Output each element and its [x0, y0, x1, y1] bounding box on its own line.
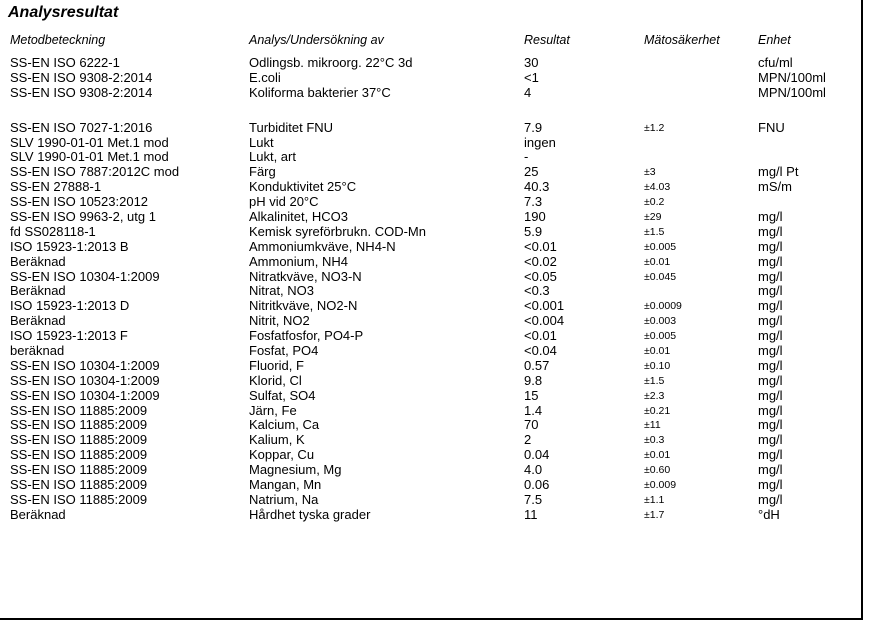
- unit-cell: mg/l: [758, 402, 783, 418]
- analysis-cell: Nitrit, NO2: [249, 313, 310, 329]
- result-cell: <0.01: [524, 328, 557, 344]
- unit-cell: mg/l: [758, 223, 783, 239]
- unit-cell: mg/l: [758, 432, 783, 448]
- unit-cell: mg/l: [758, 328, 783, 344]
- uncertainty-cell: ±1.5: [644, 374, 665, 387]
- method-cell: Beräknad: [10, 283, 66, 299]
- unit-cell: mg/l Pt: [758, 164, 799, 180]
- column-header-uncertainty: Mätosäkerhet: [644, 33, 720, 47]
- column-header-analysis: Analys/Undersökning av: [249, 33, 384, 47]
- method-cell: SS-EN ISO 9308-2:2014: [10, 84, 153, 100]
- uncertainty-cell: ±0.01: [644, 345, 671, 358]
- uncertainty-cell: ±3: [644, 166, 656, 179]
- unit-cell: mg/l: [758, 343, 783, 359]
- table-row: [0, 121, 860, 136]
- table-row: [0, 314, 860, 329]
- unit-cell: mg/l: [758, 313, 783, 329]
- uncertainty-cell: ±29: [644, 211, 662, 224]
- method-cell: SS-EN ISO 10304-1:2009: [10, 357, 160, 373]
- unit-cell: mg/l: [758, 491, 783, 507]
- analysis-cell: Kemisk syreförbrukn. COD-Mn: [249, 223, 426, 239]
- result-cell: 70: [524, 417, 539, 433]
- result-cell: <0.004: [524, 313, 565, 329]
- table-row: [0, 136, 860, 151]
- table-row: [0, 225, 860, 240]
- analysis-cell: Magnesium, Mg: [249, 462, 342, 478]
- method-cell: SS-EN ISO 11885:2009: [10, 491, 148, 507]
- table-row: [0, 374, 860, 389]
- analysis-cell: Alkalinitet, HCO3: [249, 209, 348, 225]
- unit-cell: mg/l: [758, 462, 783, 478]
- method-cell: SS-EN ISO 11885:2009: [10, 447, 148, 463]
- result-cell: 4: [524, 84, 532, 100]
- unit-cell: mg/l: [758, 447, 783, 463]
- table-row: [0, 255, 860, 270]
- table-row: [0, 299, 860, 314]
- analysis-cell: Odlingsb. mikroorg. 22°C 3d: [249, 55, 413, 70]
- result-cell: -: [524, 149, 529, 165]
- table-row: [0, 270, 860, 285]
- analysis-cell: Kalium, K: [249, 432, 305, 448]
- result-cell: <1: [524, 69, 539, 85]
- unit-cell: mg/l: [758, 417, 783, 433]
- uncertainty-cell: ±0.60: [644, 464, 671, 477]
- result-cell: 0.57: [524, 357, 550, 373]
- uncertainty-cell: ±0.005: [644, 240, 677, 253]
- section-title: Analysresultat: [8, 4, 119, 21]
- method-cell: SS-EN ISO 10523:2012: [10, 194, 149, 210]
- uncertainty-cell: ±0.009: [644, 479, 677, 492]
- table-row: [0, 448, 860, 463]
- uncertainty-cell: ±1.7: [644, 508, 665, 521]
- method-cell: SS-EN 27888-1: [10, 179, 102, 195]
- result-cell: 0.06: [524, 477, 550, 493]
- result-cell: 5.9: [524, 223, 543, 239]
- method-cell: SS-EN ISO 11885:2009: [10, 417, 148, 433]
- analysis-cell: Konduktivitet 25°C: [249, 179, 357, 195]
- uncertainty-cell: ±1.2: [644, 121, 665, 134]
- uncertainty-cell: ±0.003: [644, 315, 677, 328]
- table-row: [0, 56, 860, 71]
- table-row: [0, 240, 860, 255]
- method-cell: Beräknad: [10, 506, 66, 522]
- unit-cell: mg/l: [758, 283, 783, 299]
- column-header-unit: Enhet: [758, 33, 791, 47]
- table-row: [0, 195, 860, 210]
- unit-cell: cfu/ml: [758, 55, 793, 70]
- unit-cell: mg/l: [758, 477, 783, 493]
- method-cell: Beräknad: [10, 313, 66, 329]
- analysis-cell: Koppar, Cu: [249, 447, 315, 463]
- analysis-cell: Mangan, Mn: [249, 477, 322, 493]
- analysis-cell: Ammonium, NH4: [249, 253, 348, 269]
- table-row: [0, 210, 860, 225]
- analysis-cell: Järn, Fe: [249, 402, 297, 418]
- unit-cell: mg/l: [758, 387, 783, 403]
- method-cell: beräknad: [10, 343, 65, 359]
- method-cell: SS-EN ISO 11885:2009: [10, 477, 148, 493]
- results-table: [0, 56, 860, 523]
- unit-cell: mg/l: [758, 253, 783, 269]
- analysis-cell: Turbiditet FNU: [249, 119, 334, 135]
- table-row: [0, 165, 860, 180]
- table-row: [0, 86, 860, 101]
- unit-cell: mg/l: [758, 209, 783, 225]
- result-cell: <0.3: [524, 283, 550, 299]
- table-row: [0, 359, 860, 374]
- method-cell: SS-EN ISO 9963-2, utg 1: [10, 209, 156, 225]
- uncertainty-cell: ±0.10: [644, 359, 671, 372]
- table-row: [0, 463, 860, 478]
- analysis-cell: Lukt: [249, 134, 274, 150]
- method-cell: Beräknad: [10, 253, 66, 269]
- method-cell: SS-EN ISO 10304-1:2009: [10, 372, 160, 388]
- result-cell: <0.05: [524, 268, 557, 284]
- result-cell: 25: [524, 164, 539, 180]
- uncertainty-cell: ±0.045: [644, 270, 677, 283]
- result-cell: 9.8: [524, 372, 543, 388]
- unit-cell: MPN/100ml: [758, 84, 826, 100]
- table-row: [0, 478, 860, 493]
- unit-cell: mg/l: [758, 268, 783, 284]
- uncertainty-cell: ±0.01: [644, 449, 671, 462]
- table-row: [0, 180, 860, 195]
- result-cell: 4.0: [524, 462, 543, 478]
- row-spacer: [0, 101, 860, 121]
- analysis-cell: Hårdhet tyska grader: [249, 506, 371, 522]
- uncertainty-cell: ±4.03: [644, 181, 671, 194]
- method-cell: ISO 15923-1:2013 D: [10, 298, 130, 314]
- unit-cell: mg/l: [758, 357, 783, 373]
- method-cell: SS-EN ISO 10304-1:2009: [10, 268, 160, 284]
- analysis-cell: Koliforma bakterier 37°C: [249, 84, 391, 100]
- method-cell: fd SS028118-1: [10, 223, 96, 239]
- method-cell: SS-EN ISO 11885:2009: [10, 462, 148, 478]
- uncertainty-cell: ±1.5: [644, 225, 665, 238]
- result-cell: 15: [524, 387, 539, 403]
- table-row: [0, 418, 860, 433]
- result-cell: 7.9: [524, 119, 543, 135]
- method-cell: SS-EN ISO 11885:2009: [10, 402, 148, 418]
- result-cell: 190: [524, 209, 546, 225]
- analysis-cell: Kalcium, Ca: [249, 417, 320, 433]
- table-row: [0, 493, 860, 508]
- result-cell: 0.04: [524, 447, 550, 463]
- uncertainty-cell: ±0.2: [644, 196, 665, 209]
- analysis-cell: Fosfatfosfor, PO4-P: [249, 328, 364, 344]
- uncertainty-cell: ±0.005: [644, 330, 677, 343]
- uncertainty-cell: ±2.3: [644, 389, 665, 402]
- result-cell: <0.01: [524, 238, 557, 254]
- analysis-cell: Natrium, Na: [249, 491, 319, 507]
- table-row: [0, 150, 860, 165]
- analysis-cell: Nitritkväve, NO2-N: [249, 298, 358, 314]
- analysis-cell: Fluorid, F: [249, 357, 304, 373]
- table-row: [0, 284, 860, 299]
- analysis-cell: Färg: [249, 164, 276, 180]
- uncertainty-cell: ±0.21: [644, 404, 671, 417]
- result-cell: <0.001: [524, 298, 565, 314]
- result-cell: <0.02: [524, 253, 557, 269]
- analysis-cell: Ammoniumkväve, NH4-N: [249, 238, 396, 254]
- column-header-result: Resultat: [524, 33, 570, 47]
- result-cell: 11: [524, 506, 538, 522]
- result-cell: 2: [524, 432, 532, 448]
- uncertainty-cell: ±0.3: [644, 434, 665, 447]
- analysis-cell: Fosfat, PO4: [249, 343, 319, 359]
- table-row: [0, 508, 860, 523]
- method-cell: ISO 15923-1:2013 B: [10, 238, 129, 254]
- result-cell: 7.3: [524, 194, 543, 210]
- result-cell: <0.04: [524, 343, 557, 359]
- unit-cell: mg/l: [758, 372, 783, 388]
- unit-cell: mg/l: [758, 298, 783, 314]
- unit-cell: mg/l: [758, 238, 783, 254]
- method-cell: ISO 15923-1:2013 F: [10, 328, 128, 344]
- method-cell: SS-EN ISO 7887:2012C mod: [10, 164, 180, 180]
- table-row: [0, 344, 860, 359]
- uncertainty-cell: ±1.1: [644, 493, 665, 506]
- result-cell: 30: [524, 55, 539, 70]
- result-cell: 7.5: [524, 491, 543, 507]
- table-row: [0, 404, 860, 419]
- table-row: [0, 389, 860, 404]
- unit-cell: mS/m: [758, 179, 792, 195]
- method-cell: SS-EN ISO 7027-1:2016: [10, 119, 153, 135]
- analysis-cell: Nitratkväve, NO3-N: [249, 268, 362, 284]
- method-cell: SS-EN ISO 6222-1: [10, 55, 120, 70]
- method-cell: SS-EN ISO 10304-1:2009: [10, 387, 160, 403]
- method-cell: SS-EN ISO 9308-2:2014: [10, 69, 153, 85]
- result-cell: ingen: [524, 134, 556, 150]
- unit-cell: °dH: [758, 506, 780, 522]
- method-cell: SLV 1990-01-01 Met.1 mod: [10, 134, 169, 150]
- result-cell: 1.4: [524, 402, 543, 418]
- table-row: [0, 433, 860, 448]
- column-header-method: Metodbeteckning: [10, 33, 106, 47]
- method-cell: SLV 1990-01-01 Met.1 mod: [10, 149, 169, 165]
- analysis-cell: Lukt, art: [249, 149, 296, 165]
- analysis-cell: pH vid 20°C: [249, 194, 319, 210]
- analysis-cell: Sulfat, SO4: [249, 387, 316, 403]
- analysis-cell: E.coli: [249, 69, 281, 85]
- method-cell: SS-EN ISO 11885:2009: [10, 432, 148, 448]
- uncertainty-cell: ±0.0009: [644, 300, 682, 313]
- result-cell: 40.3: [524, 179, 550, 195]
- uncertainty-cell: ±0.01: [644, 255, 671, 268]
- unit-cell: MPN/100ml: [758, 69, 826, 85]
- table-row: [0, 71, 860, 86]
- analysis-cell: Klorid, Cl: [249, 372, 302, 388]
- analysis-cell: Nitrat, NO3: [249, 283, 315, 299]
- uncertainty-cell: ±11: [644, 419, 661, 432]
- unit-cell: FNU: [758, 119, 785, 135]
- table-row: [0, 329, 860, 344]
